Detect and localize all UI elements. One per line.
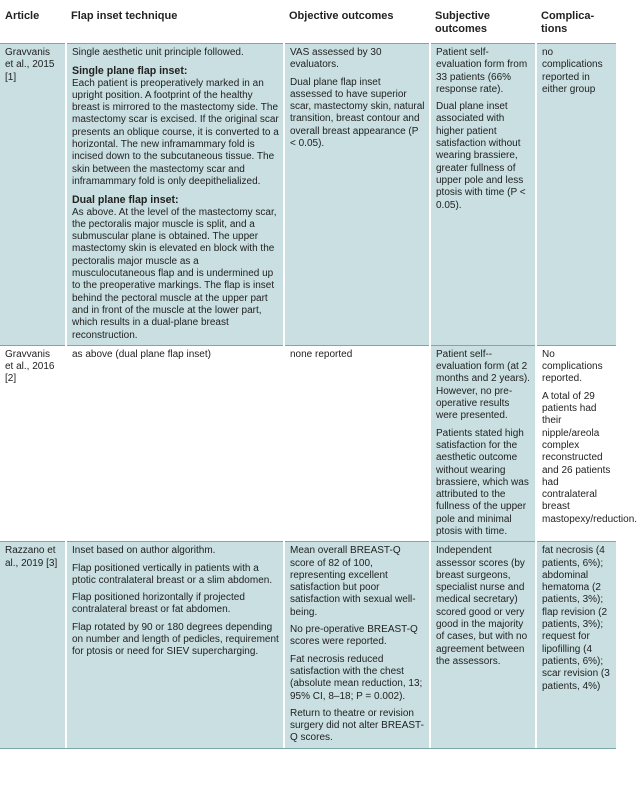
- technique-paragraph: Flap rotated by 90 or 180 degrees depending on number and length of pedicles, requirement for ptosis or need for SIEV supercharging.: [72, 621, 279, 658]
- objective-paragraph: Return to theatre or revision surgery did not alter BREAST-Q scores.: [290, 707, 424, 744]
- header-objective: Objective outcomes: [284, 0, 430, 44]
- subjective-paragraph: Patient self-evaluation form from 33 patients (66% response rate).: [436, 47, 528, 95]
- table-bottom-rule: [0, 748, 616, 749]
- objective-paragraph: VAS assessed by 30 evaluators.: [290, 47, 382, 71]
- subjective-paragraph: Patients stated high satisfaction for the aesthetic outcome without wearing brassiere, which was attributed to the fullness of the upper pole and minimal ptosis with time.: [436, 427, 529, 537]
- header-complications: Complications: [536, 0, 616, 44]
- objective-paragraph: No pre-operative BREAST-Q scores were reported.: [290, 624, 418, 648]
- header-row: [0, 0, 616, 44]
- objective-paragraph: Fat necrosis reduced satisfaction with the chest (absolute mean reduction, 13; 95% CI, 8–18; P = 0.002).: [290, 653, 423, 702]
- technique-cell: as above (dual plane flap inset): [66, 345, 284, 541]
- technique-intro: Single aesthetic unit principle followed.: [72, 47, 244, 58]
- table-row: [0, 542, 616, 748]
- technique-cell: [66, 44, 284, 346]
- complications-paragraph: no complications reported in either group: [542, 47, 603, 95]
- complications-cell: [536, 44, 616, 346]
- header-subjective: Subjective outcomes: [430, 0, 536, 44]
- objective-paragraph: Dual plane flap inset assessed to have superior scar, mastectomy skin, natural transition, breast contour and overall breast appearance (P < 0.05).: [290, 76, 425, 150]
- technique-cell: [66, 542, 284, 748]
- objective-cell: [284, 44, 430, 346]
- complications-cell: fat necrosis (4 patients, 6%); abdominal hematoma (2 patients, 3%); flap revision (2 patients, 3%); request for lipofilling (4 patients, 6%); scar revision (3 patients, 4%): [536, 542, 616, 748]
- objective-paragraph: Mean overall BREAST-Q score of 82 of 100, representing excellent satisfaction but poor satisfaction with sexual well-being.: [290, 545, 416, 618]
- technique-paragraph: Flap positioned horizontally if projected contralateral breast or fat abdomen.: [72, 592, 245, 616]
- article-cell: Razzano et al., 2019 [3]: [0, 542, 66, 748]
- subjective-cell: Independent assessor scores (by breast surgeons, specialist nurse and medical secretary) scored good or very good in the majority of cases, but with no agreement between the assessors.: [430, 542, 536, 748]
- subjective-paragraph: Dual plane inset associated with higher patient satisfaction without wearing brassiere, greater fullness of upper pole and less ptosis with time (P < 0.05).: [436, 101, 526, 211]
- subjective-cell: [430, 345, 536, 541]
- complications-cell: [536, 345, 637, 541]
- technique-subheading: Single plane flap inset:: [72, 65, 188, 78]
- complications-paragraph: A total of 29 patients had their nipple/areola complex reconstructed and 26 patients had contralateral breast mastopexy/reduction.: [542, 390, 637, 525]
- table-row: [0, 345, 616, 541]
- subjective-cell: [430, 44, 536, 346]
- complications-paragraph: No complications reported.: [542, 348, 603, 385]
- technique-paragraph: As above. At the level of the mastectomy scar, the pectoralis major muscle is split, and a submuscular plane is obtained. The upper mastectomy skin is elevated en block with the pectoralis major muscle as a musculocutaneous flap and is undermined up to the preoperative markings. The flap is inset behind the pectoral muscle at the upper part and in front of the muscle at the lower part, which results in a dual-plane breast reconstruction.: [72, 206, 277, 341]
- technique-paragraph: Each patient is preoperatively marked in an upright position. A footprint of the healthy breast is mirrored to the mastectomy side. The mastectomy scar is excised. If the original scar presents an oblique course, it is converted to a horizontal. The new inframammary fold is incised down to the subcutaneous tissue. The skin between the mastectomy scar and inframammary fold is only deepithelialized.: [72, 77, 279, 187]
- subjective-paragraph: Patient self--evaluation form (at 2 months and 2 years). However, no pre-operative results were presented.: [436, 348, 530, 422]
- technique-paragraph: Inset based on author algorithm.: [72, 545, 216, 557]
- objective-cell: [284, 542, 430, 748]
- table-row: [0, 44, 616, 346]
- technique-paragraph: Flap positioned vertically in patients with a ptotic contralateral breast or a slim abdomen.: [72, 562, 273, 586]
- article-cell: Gravvanis et al., 2015 [1]: [0, 44, 66, 346]
- article-cell: Gravvanis et al., 2016 [2]: [0, 345, 66, 541]
- header-article: Article: [0, 0, 66, 44]
- header-technique: Flap inset technique: [66, 0, 284, 44]
- objective-cell: none reported: [284, 345, 430, 541]
- technique-subheading: Dual plane flap inset:: [72, 194, 179, 207]
